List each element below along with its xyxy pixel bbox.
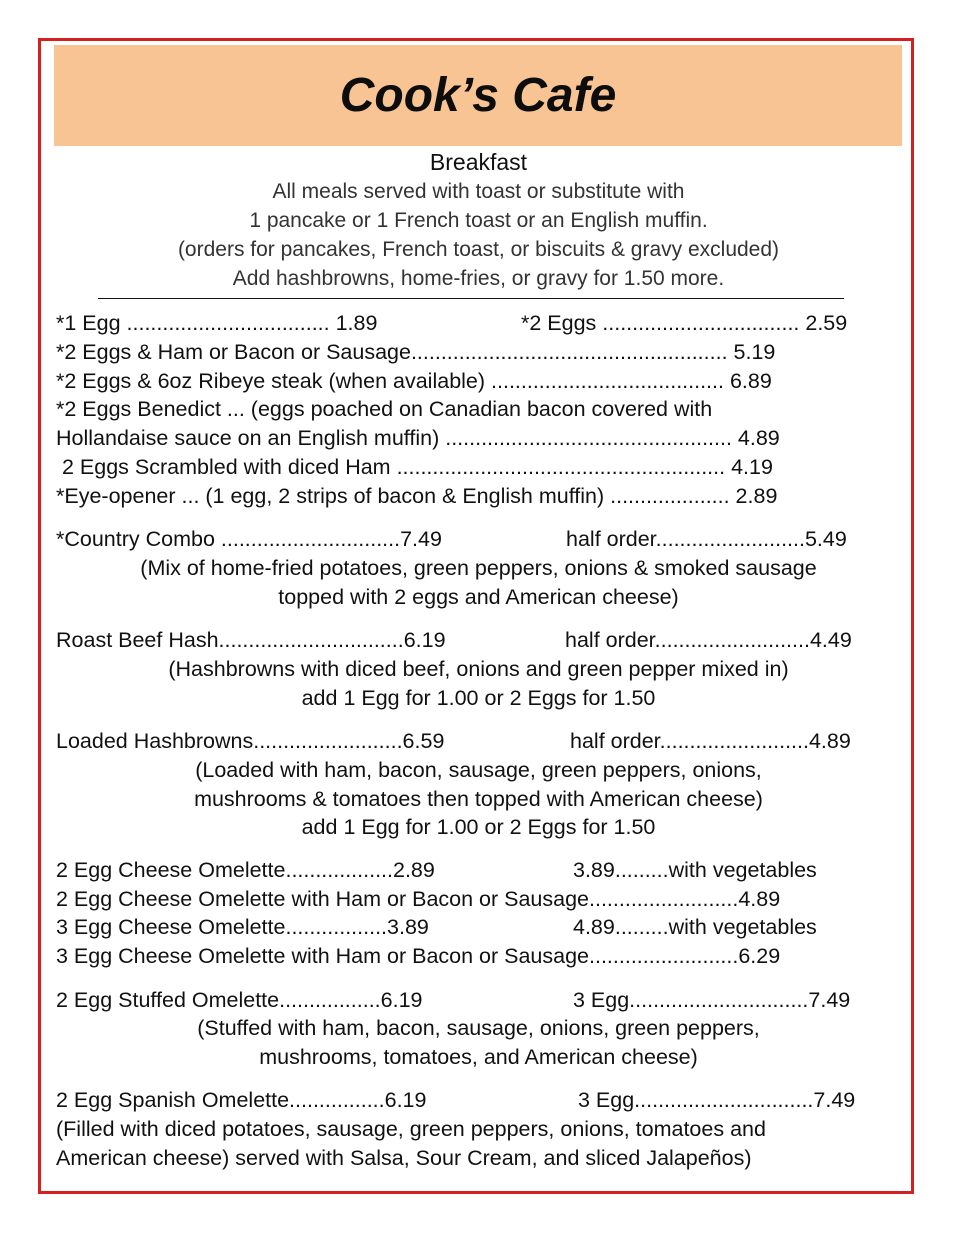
menu-item-country-combo-half: half order.........................5.49 bbox=[566, 527, 847, 551]
menu-item-eggs-meat: *2 Eggs & Ham or Bacon or Sausage..................................................... 5.19 bbox=[56, 340, 776, 364]
intro-line: Add hashbrowns, home-fries, or gravy for 1.50 more. bbox=[232, 267, 725, 290]
menu-item-roast-beef-hash-half: half order..........................4.49 bbox=[565, 628, 852, 652]
menu-item-stuffed-omelette-3-egg: 3 Egg..............................7.49 bbox=[573, 988, 851, 1012]
item-description: (Loaded with ham, bacon, sausage, green peppers, onions, bbox=[195, 758, 762, 782]
title-banner bbox=[54, 45, 902, 146]
item-description: American cheese) served with Salsa, Sour Cream, and sliced Jalapeños) bbox=[56, 1146, 752, 1170]
menu-item-country-combo: *Country Combo ..............................7.49 bbox=[56, 527, 442, 551]
menu-item-stuffed-omelette: 2 Egg Stuffed Omelette.................6.19 bbox=[56, 988, 423, 1012]
intro-line: 1 pancake or 1 French toast or an English muffin. bbox=[249, 209, 708, 232]
menu-item-loaded-hashbrowns-half: half order.........................4.89 bbox=[570, 729, 851, 753]
item-description: (Filled with diced potatoes, sausage, green peppers, onions, tomatoes and bbox=[56, 1117, 766, 1141]
item-description: mushrooms, tomatoes, and American cheese) bbox=[259, 1045, 698, 1069]
menu-item-2-egg-omelette-veg: 3.89.........with vegetables bbox=[573, 858, 817, 882]
item-description: (Mix of home-fried potatoes, green peppers, onions & smoked sausage bbox=[140, 556, 817, 580]
menu-item-loaded-hashbrowns: Loaded Hashbrowns.........................6.59 bbox=[56, 729, 445, 753]
intro-line: All meals served with toast or substitute with bbox=[272, 180, 685, 203]
item-description: mushrooms & tomatoes then topped with American cheese) bbox=[194, 787, 763, 811]
menu-item-roast-beef-hash: Roast Beef Hash...............................6.19 bbox=[56, 628, 446, 652]
menu-item-1-egg: *1 Egg .................................. 1.89 bbox=[56, 311, 378, 335]
menu-item-2-egg-cheese-omelette: 2 Egg Cheese Omelette..................2.89 bbox=[56, 858, 435, 882]
menu-item-spanish-omelette: 2 Egg Spanish Omelette................6.19 bbox=[56, 1088, 427, 1112]
menu-item-spanish-omelette-3-egg: 3 Egg..............................7.49 bbox=[578, 1088, 856, 1112]
intro-line: (orders for pancakes, French toast, or biscuits & gravy excluded) bbox=[177, 238, 780, 261]
menu-item-benedict: *2 Eggs Benedict ... (eggs poached on Canadian bacon covered with bbox=[56, 397, 713, 421]
divider bbox=[98, 298, 844, 299]
item-description: topped with 2 eggs and American cheese) bbox=[278, 585, 679, 609]
menu-item-2-eggs: *2 Eggs ................................. 2.59 bbox=[521, 311, 848, 335]
menu-item-eye-opener: *Eye-opener ... (1 egg, 2 strips of bacon & English muffin) .................... 2.89 bbox=[56, 484, 778, 508]
menu-item-3-egg-omelette-veg: 4.89.........with vegetables bbox=[573, 915, 817, 939]
menu-item-scrambled: 2 Eggs Scrambled with diced Ham ....................................................... 4.19 bbox=[56, 455, 773, 479]
section-heading: Breakfast bbox=[429, 149, 528, 175]
item-description: (Hashbrowns with diced beef, onions and green pepper mixed in) bbox=[168, 657, 789, 681]
menu-item-2-egg-omelette-meat: 2 Egg Cheese Omelette with Ham or Bacon or Sausage.........................4.89 bbox=[56, 887, 781, 911]
menu-item-benedict-cont: Hollandaise sauce on an English muffin) ................................................ 4.89 bbox=[56, 426, 780, 450]
item-addon: add 1 Egg for 1.00 or 2 Eggs for 1.50 bbox=[301, 815, 656, 839]
menu-item-3-egg-omelette-meat: 3 Egg Cheese Omelette with Ham or Bacon or Sausage.........................6.29 bbox=[56, 944, 781, 968]
item-description: (Stuffed with ham, bacon, sausage, onions, green peppers, bbox=[197, 1016, 760, 1040]
item-addon: add 1 Egg for 1.00 or 2 Eggs for 1.50 bbox=[301, 686, 656, 710]
menu-item-3-egg-cheese-omelette: 3 Egg Cheese Omelette.................3.89 bbox=[56, 915, 429, 939]
cafe-title: Cook’s Cafe bbox=[339, 69, 617, 122]
menu-item-ribeye: *2 Eggs & 6oz Ribeye steak (when available) ....................................... 6.89 bbox=[56, 369, 772, 393]
